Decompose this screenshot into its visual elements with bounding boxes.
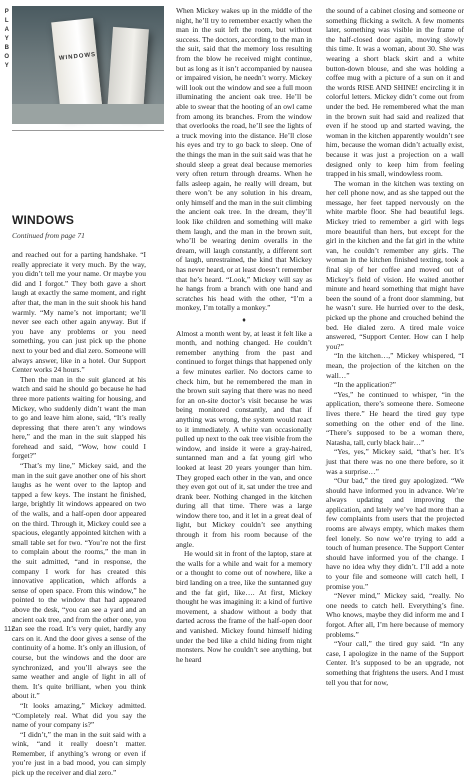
magazine-letter: O bbox=[4, 54, 10, 60]
magazine-letter: P bbox=[4, 9, 10, 15]
paragraph: “It looks amazing,” Mickey admitted. “Completely real. What did you say the name of your company is?” bbox=[12, 700, 146, 730]
paragraph: “In the kitchen…,” Mickey whispered, “I mean, the projection of the kitchen on the wall…” bbox=[326, 351, 464, 380]
paragraph: “Never mind,” Mickey said, “really. No one needs to catch hell. Everything’s fine. Who knows, maybe they did inform me and I forgot. After all, I’m here because of memory problems.” bbox=[326, 591, 464, 639]
paragraph: “Our bad,” the tired guy apologized. “We should have informed you in advance. We’re always updating and improving the application, and lately we’ve had more than a few complaints from users that the projected rooms are always empty, which makes them feel lonely. So now we’re trying to add a touch of human presence. The Support Center should have informed you of the change. I have no idea why they didn’t. I’ll add a note to your file and someone will catch hell, I promise you.” bbox=[326, 476, 464, 591]
paragraph: He would sit in front of the laptop, stare at the walls for a while and wait for a memory or a thought to come out of nowhere, like a bird landing on a tree, like the suntanned guy and the fat girl, like…. At first, Mickey thought he was imagining it: a kind of furtive movement, a shadow without a body that darted across the frame of the half-open door and vanished. Mickey found himself hiding under the bed like a child hiding from night monsters. Now he couldn’t see anything, but he heard bbox=[176, 549, 312, 664]
section-separator: ♦ bbox=[242, 316, 246, 324]
floor-shadow bbox=[12, 104, 164, 124]
paragraph: “That’s my line,” Mickey said, and the man in the suit gave another one of his short laughs as he went over to the laptop and tapped a few keys. The instant he finished, large, brightly lit windows appeared on two of the walls, and a half-open door appeared on the third. Through it, Mickey could see a spacious, elegantly appointed kitchen with a small table set for two. “You’re not the first to complain about the rooms,” the man in the suit admitted, “and in response, the company I work for has created this innovative application, which affords a sense of open space. From this window,” he pointed to the window that had appeared above the desk, “you can see a yard and an ancient oak tree, and from the other one, you can see the road. It’s very quiet, hardly any cars on it. And the door gives a sense of the continuity of a home. It’s only an illusion, of course, but the windows and the door are synchronized, and you’ll always see the same weather and angle of light in all of them. It’s quite brilliant, when you think about it.” bbox=[12, 461, 146, 701]
magazine-letter: B bbox=[4, 45, 10, 51]
paragraph: “Yes,” he continued to whisper, “in the application, there’s someone there. Someone lives there.” He heard the tired guy type something on the other end of the line. “There’s supposed to be a woman there, Natasha, tall, curly black hair…” bbox=[326, 389, 464, 447]
magazine-name-vertical bbox=[3, 8, 11, 71]
magazine-letter: A bbox=[4, 27, 10, 33]
book-title-text: WINDOWS bbox=[58, 51, 97, 62]
paragraph: and reached out for a parting handshake. “I really appreciate it very much. By the way, you didn’t tell me your name. Or maybe you did and I forgot.” They both gave a short laugh at exactly the same moment, and right after that, the man in the suit shook his hand warmly. “My name’s not important; we’ll never see each other again anyway. But if you have any problems or you need something, you can just pick up the phone next to your bed and dial zero. Someone will always answer, like in a hotel. Our Support Center works 24 hours.” bbox=[12, 250, 146, 375]
book-cover-image bbox=[51, 18, 103, 116]
page-number: 112 bbox=[4, 626, 16, 633]
paragraph: When Mickey wakes up in the middle of the night, he’ll try to remember exactly when the man in the suit left the room, but without success. The doctors, according to the man in the suit, said that the memory loss resulting from the blow he received might continue, but as long as it isn’t accompanied by nausea or impaired vision, he needn’t worry. Mickey will look out the window and see a full moon illuminating the ancient oak tree. He’ll be able to swear that the hooting of an owl came from among its branches. From the window that overlooks the road, he’ll see the lights of a truck moving into the distance. He’ll close his eyes and try to go back to sleep. One of the things the man in the suit said was that he should sleep a great deal because memories very often return through dreams. When he falls asleep again, he really will dream, but there won’t be any solution in his dream, only himself and the man in the suit climbing the ancient oak tree. In the dream, they’ll look like children and something will make them laugh, and the man in the brown suit, who’ll be wearing denim overalls in the dream, will laugh constantly, a different sort of laugh, unrestrained, the kind that Mickey has never heard, or at least doesn’t remember that he’s heard. “Look,” Mickey will say as he hangs from a branch with one hand and scratches his head with the other, “I’m a monkey, I’m totally a monkey.” bbox=[176, 6, 312, 313]
paragraph: “Your call,” the tired guy said. “In any case, I apologize in the name of the Support Center. It’s supposed to be an upgrade, not something that frightens the users. And I must tell you that for now, bbox=[326, 639, 464, 687]
story-title: WINDOWS bbox=[12, 213, 75, 227]
paragraph: The woman in the kitchen was texting on her cell phone now, and as she tapped out the message, her feet tapped nervously on the white marble floor. She had beautiful legs. Mickey tried to remember a girl with legs more beautiful than hers, but except for the girl in the kitchen and the fat girl in the white van, he couldn’t remember any girls. The woman in the kitchen finished texting, took a final sip of her coffee and moved out of Mickey’s field of vision. He waited another minute and heard something that might have been the sound of a front door slamming, but he wasn’t sure. He hurried over to the desk, picked up the phone and crouched behind the bed. He dialed zero. A tired male voice answered, “Support Center. How can I help you?” bbox=[326, 178, 464, 351]
paragraph: Almost a month went by, at least it felt like a month, and nothing changed. He couldn’t remember anything from the past and continued to forget things that happened only a few minutes earlier. No doctors came to check him, but he remembered the man in the brown suit saying that there was no need for an on-site doctor’s visit because he was being monitored constantly, and that if anything was wrong, the system would react to it immediately. A white van occasionally pulled up next to the oak tree visible from the window, and inside it were a gray-haired, suntanned man and a fat young girl who looked at least 20 years younger than him. They groped each other in the van, and once they even got out of it, sat under the tree and drank beer. Nothing changed in the kitchen during all that time. There was a large window there too, and it let in a great deal of light, but Mickey couldn’t see anything through it from his room because of the angle. bbox=[176, 328, 312, 549]
continued-note: Continued from page 71 bbox=[12, 231, 85, 240]
paragraph: “In the application?” bbox=[334, 380, 396, 390]
magazine-letter: Y bbox=[4, 36, 10, 42]
text-column-1 bbox=[12, 250, 146, 778]
magazine-letter: L bbox=[4, 18, 10, 24]
paragraph: “I didn’t,” the man in the suit said with a wink, “and it really doesn’t matter. Remember, if anything’s wrong or even if you’re just in a bad mood, you can simply pick up the receiver and dial zero.” bbox=[12, 729, 146, 778]
paragraph: “Yes, yes,” Mickey said, “that’s her. It’s just that there was no one there before, so it was a surprise…” bbox=[326, 447, 464, 476]
text-column-3 bbox=[326, 6, 464, 687]
paragraph: Then the man in the suit glanced at his watch and said he should go because he had three more patients waiting for housing, and Mickey, who suddenly didn’t want the man to go and leave him alone, said, “It’s really depressing that there aren’t any windows here,” and the man in the suit slapped his forehead and said, “Wow, how could I forget?” bbox=[12, 374, 146, 461]
story-illustration bbox=[12, 6, 164, 124]
text-column-2 bbox=[176, 6, 312, 664]
magazine-letter: Y bbox=[4, 63, 10, 69]
book-back-image bbox=[107, 27, 149, 115]
paragraph: the sound of a cabinet closing and someone or something flicking a switch. A few moments later, something was visible in the frame of the half-closed door again, moving slowly this time. It was a woman, about 30. She was wearing a short black skirt and a white button-down blouse, and she was holding a coffee mug with a picture of a sun on it and the words RISE AND SHINE! encircling it in colorful letters. Mickey didn’t come out from under the bed. He remembered what the man in the brown suit had said and realized that even if he stood up and started waving, the woman in the kitchen apparently wouldn’t see him, because the woman didn’t actually exist, because it was just a projection on a wall designed only to keep him from feeling trapped in his small, windowless room. bbox=[326, 6, 464, 179]
divider bbox=[12, 130, 164, 131]
